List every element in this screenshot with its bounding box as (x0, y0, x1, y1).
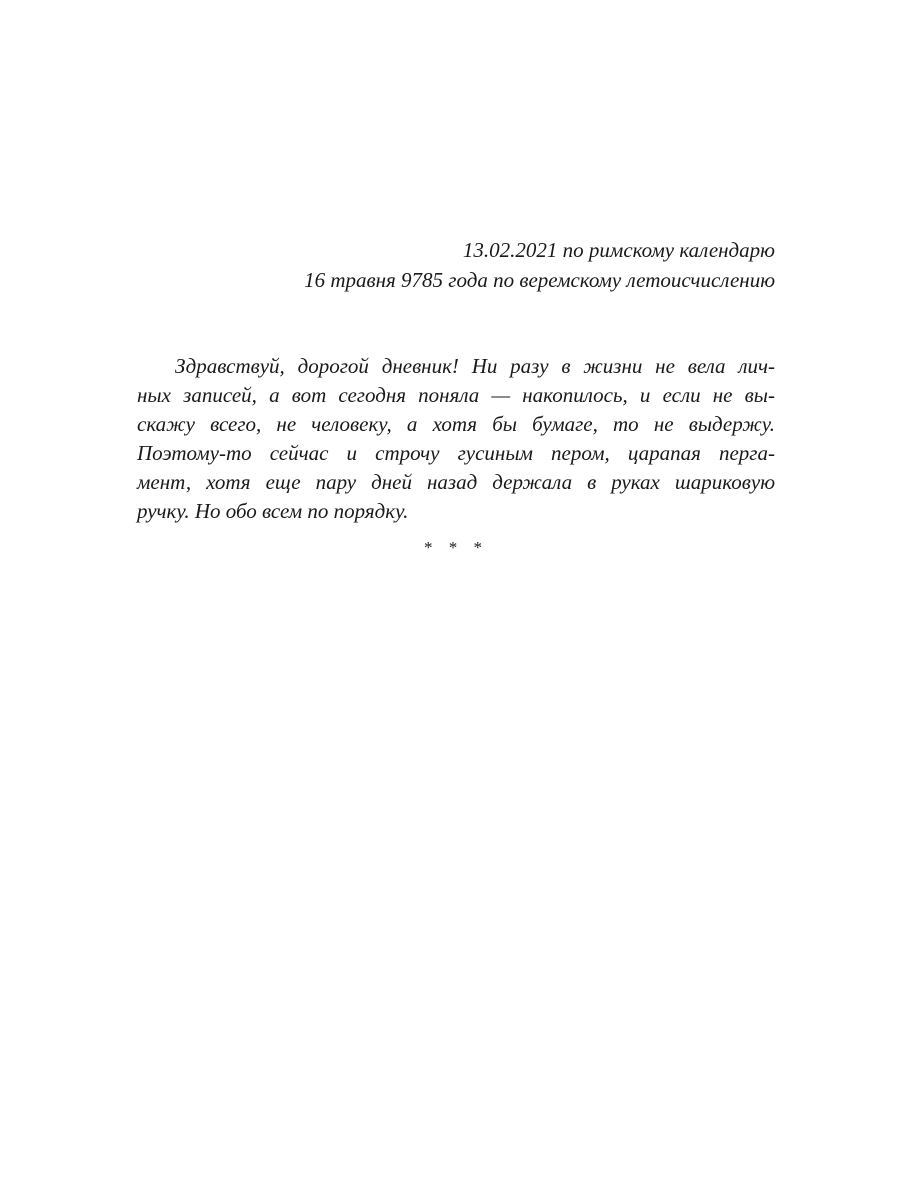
section-separator: * * * (424, 538, 488, 557)
paragraph-line: ручку. Но обо всем по порядку. (137, 499, 409, 523)
date-veremsk-calendar: 16 травня 9785 года по веремскому летоисчислению (304, 268, 775, 292)
paragraph-line: Здравствуй, дорогой дневник! Ни разу в жизни не вела лич- (175, 354, 775, 378)
paragraph-line: ных записей, а вот сегодня поняла — накопилось, и если не вы- (137, 383, 775, 407)
paragraph-line: мент, хотя еще пару дней назад держала в руках шариковую (137, 470, 775, 494)
paragraph-line: скажу всего, не человеку, а хотя бы бумаге, то не выдержу. (137, 412, 775, 436)
date-roman-calendar: 13.02.2021 по римскому календарю (462, 238, 775, 262)
paragraph-line: Поэтому-то сейчас и строчу гусиным пером, царапая перга- (137, 441, 775, 465)
